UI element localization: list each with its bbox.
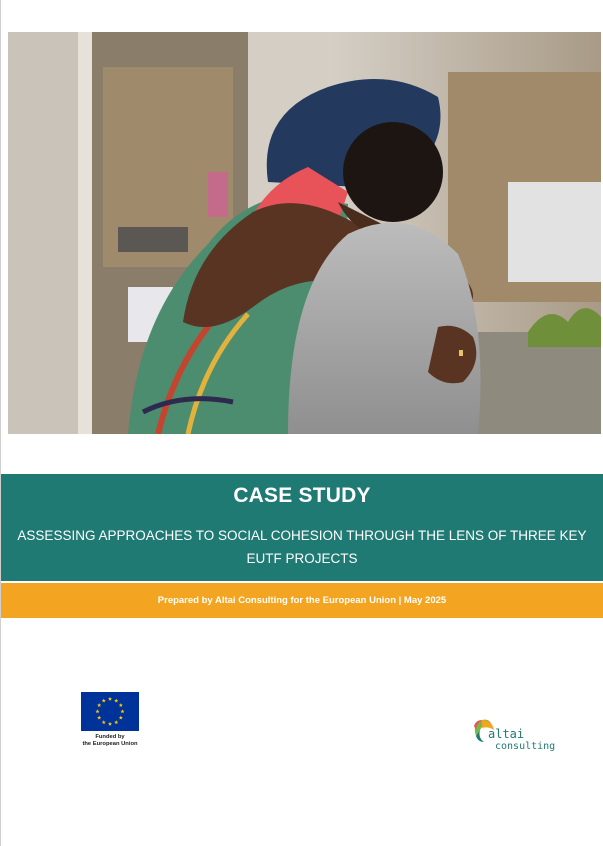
prepared-by-band [1,583,603,618]
prepared-by-text: Prepared by Altai Consulting for the European Union | May 2025 [157,595,447,606]
document-subtitle: ASSESSING APPROACHES TO SOCIAL COHESION THROUGH THE LENS OF THREE KEY EUTF PROJECTS [17,528,587,566]
eu-caption-line2: the European Union [82,741,138,747]
eu-flag-icon [81,692,139,731]
document-title: CASE STUDY [233,484,371,507]
altai-consulting-logo [470,716,570,760]
eu-funding-logo [74,692,146,748]
page-edge-rule [0,0,1,846]
cover-photo [8,32,601,434]
eu-caption [74,734,146,748]
eu-caption-line1: Funded by [95,734,125,740]
altai-sub: consulting [495,741,556,752]
title-band [1,474,603,581]
altai-name: altai [488,727,525,741]
